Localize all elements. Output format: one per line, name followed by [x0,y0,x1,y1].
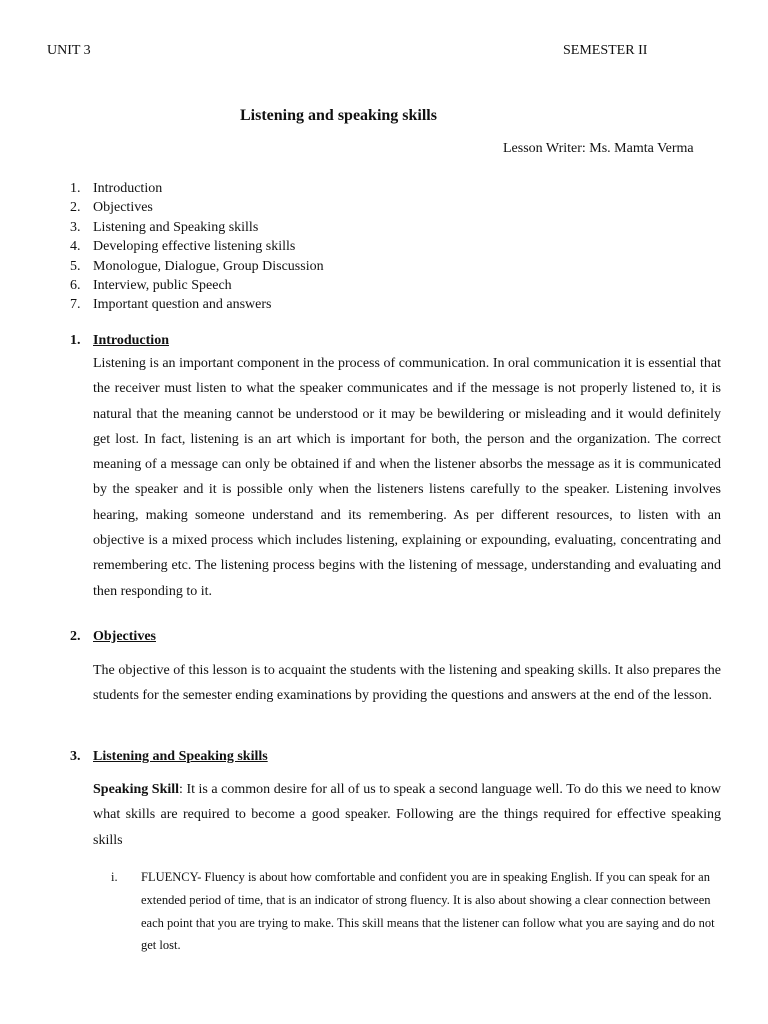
table-of-contents [70,179,324,315]
speaking-skill-paragraph [93,777,721,853]
toc-item-number: 3. [70,219,81,235]
toc-item [70,179,324,198]
introduction-paragraph: Listening is an important component in the process of communication. In oral communication it is essential that the receiver must listen to what the speaker communicates and if the message is not properly listened to, it is natural that the meaning cannot be understood or it may be bewildering or misleading and it would definitely get lost. In fact, listening is an art which is important for both, the person and the organization. The correct meaning of a message can only be obtained if and when the listener absorbs the message as it is communicated by the speaker and it is possible only when the listeners listens carefully to the speaker. Listening involves hearing, making someone understand and its remembering. As per different resources, to listen with an objective is a mixed process which includes listening, explaining or expounding, evaluating, concentrating and remembering etc. The listening process begins with the listening of message, understanding and evaluating and then responding to it. [93,356,721,599]
fluency-text: FLUENCY- Fluency is about how comfortable and confident you are in speaking English. If you can speak for an extended period of time, that is an indicator of strong fluency. It is also about showing a clear connection between each point that you are trying to make. This skill means that the listener can follow what you are saying and do not get lost. [141,870,715,953]
unit-label: UNIT 3 [47,43,91,58]
objectives-paragraph: The objective of this lesson is to acquaint the students with the listening and speaking skills. It also prepares the students for the semester ending examinations by providing the questions and answers at the end of the lesson. [93,663,721,704]
speaking-skill-text: : It is a common desire for all of us to speak a second language well. To do this we need to know what skills are required to become a good speaker. Following are the things required for effective speaking skills [93,782,721,848]
toc-item [70,198,324,217]
toc-item-label: Listening and Speaking skills [93,219,259,235]
toc-item [70,237,324,256]
section-heading-introduction [70,333,169,349]
toc-item-label: Introduction [93,181,163,196]
toc-item-label: Interview, public Speech [93,277,232,293]
toc-item-label: Monologue, Dialogue, Group Discussion [93,258,324,274]
page-title: Listening and speaking skills [240,107,437,124]
section-heading-listening-speaking [70,749,268,765]
toc-item [70,218,324,237]
toc-item-number: 2. [70,200,81,216]
toc-item [70,276,324,295]
toc-item-number: 6. [70,277,81,293]
section-number: 2. [70,629,81,644]
toc-item [70,295,324,314]
toc-item-label: Objectives [93,200,153,216]
roman-numeral: i. [111,870,118,884]
section-title: Objectives [93,629,156,644]
section-number: 3. [70,749,81,764]
toc-item-number: 5. [70,258,81,274]
toc-item-number: 1. [70,181,81,196]
section-title: Introduction [93,333,169,348]
toc-item-number: 7. [70,297,81,313]
toc-item [70,257,324,276]
toc-item-number: 4. [70,239,81,255]
lesson-writer: Lesson Writer: Ms. Mamta Verma [503,141,694,156]
section-heading-objectives [70,629,156,645]
section-title: Listening and Speaking skills [93,749,268,764]
speaking-skill-term: Speaking Skill [93,782,180,797]
toc-item-label: Important question and answers [93,297,272,313]
list-item-fluency [111,866,721,957]
semester-label: SEMESTER II [563,43,648,58]
section-number: 1. [70,333,81,348]
toc-item-label: Developing effective listening skills [93,239,296,255]
